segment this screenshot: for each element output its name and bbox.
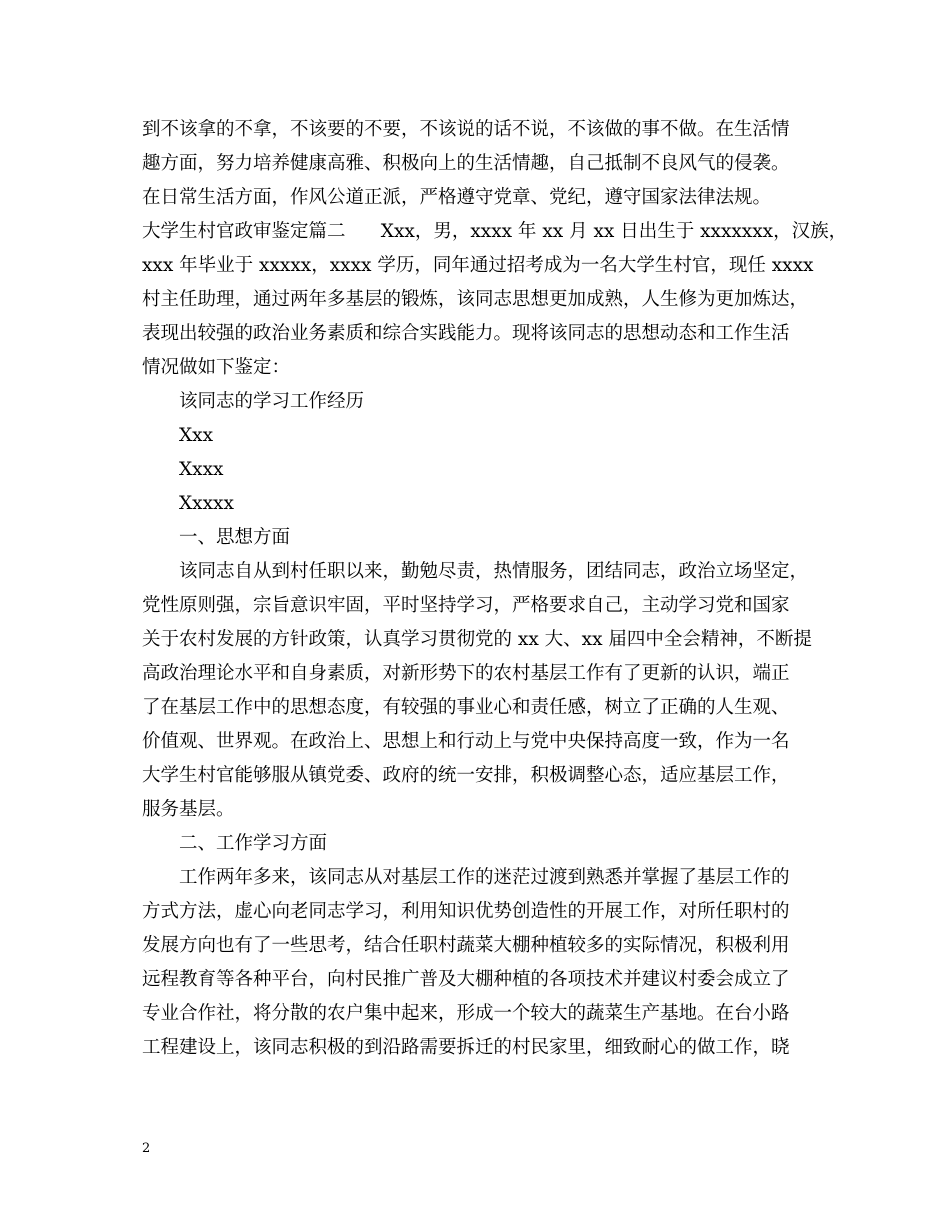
- text-line: 服务基层。: [142, 799, 235, 820]
- text-line: 在日常生活方面，作风公道正派，严格遵守党章、党纪，遵守国家法律法规。: [142, 187, 772, 208]
- text-line: 了在基层工作中的思想态度，有较强的事业心和责任感，树立了正确的人生观、: [142, 697, 790, 718]
- text-line: 专业合作社，将分散的农户集中起来，形成一个较大的蔬菜生产基地。在台小路: [142, 1003, 790, 1024]
- text-line: 表现出较强的政治业务素质和综合实践能力。现将该同志的思想动态和工作生活: [142, 323, 790, 344]
- text-line: Xxxx: [179, 459, 224, 480]
- text-line: Xxx: [179, 425, 214, 446]
- text-line: 情况做如下鉴定：: [142, 357, 291, 378]
- text-line: 该同志的学习工作经历: [179, 391, 365, 412]
- text-line: 发展方向也有了一些思考，结合任职村蔬菜大棚种植较多的实际情况，积极利用: [142, 935, 790, 956]
- section-heading: 一、思想方面: [179, 527, 291, 548]
- text-line: 价值观、世界观。在政治上、思想上和行动上与党中央保持高度一致，作为一名: [142, 731, 790, 752]
- text-line: 党性原则强，宗旨意识牢固，平时坚持学习，严格要求自己，主动学习党和国家: [142, 595, 790, 616]
- section-heading: 二、工作学习方面: [179, 833, 328, 854]
- text-line: 到不该拿的不拿，不该要的不要，不该说的话不说，不该做的事不做。在生活情: [142, 119, 790, 140]
- text-line: 远程教育等各种平台，向村民推广普及大棚种植的各项技术并建议村委会成立了: [142, 969, 790, 990]
- text-line: 工作两年多来，该同志从对基层工作的迷茫过渡到熟悉并掌握了基层工作的: [179, 867, 790, 888]
- text-line: 该同志自从到村任职以来，勤勉尽责，热情服务，团结同志，政治立场坚定，: [179, 561, 809, 582]
- text-line: xxx 年毕业于 xxxxx，xxxx 学历，同年通过招考成为一名大学生村官，现任 xxxx: [142, 255, 814, 276]
- text-line: 关于农村发展的方针政策，认真学习贯彻党的 xx 大、xx 届四中全会精神，不断提: [142, 629, 812, 650]
- text-line: 村主任助理，通过两年多基层的锻炼，该同志思想更加成熟，人生修为更加炼达，: [142, 289, 809, 310]
- text-line: 趣方面，努力培养健康高雅、积极向上的生活情趣，自己抵制不良风气的侵袭。: [142, 153, 790, 174]
- text-line: 工程建设上，该同志积极的到沿路需要拆迁的村民家里，细致耐心的做工作，晓: [142, 1037, 790, 1058]
- text-line: Xxxxx: [179, 493, 234, 514]
- text-line: 高政治理论水平和自身素质，对新形势下的农村基层工作有了更新的认识，端正: [142, 663, 790, 684]
- text-line: 大学生村官能够服从镇党委、政府的统一安排，积极调整心态，适应基层工作，: [142, 765, 790, 786]
- text-line: 方式方法，虚心向老同志学习，利用知识优势创造性的开展工作，对所任职村的: [142, 901, 790, 922]
- text-line: 大学生村官政审鉴定篇二 Xxx，男，xxxx 年 xx 月 xx 日出生于 xxxxxxx，汉族，: [142, 221, 848, 242]
- page-number: 2: [142, 1141, 151, 1156]
